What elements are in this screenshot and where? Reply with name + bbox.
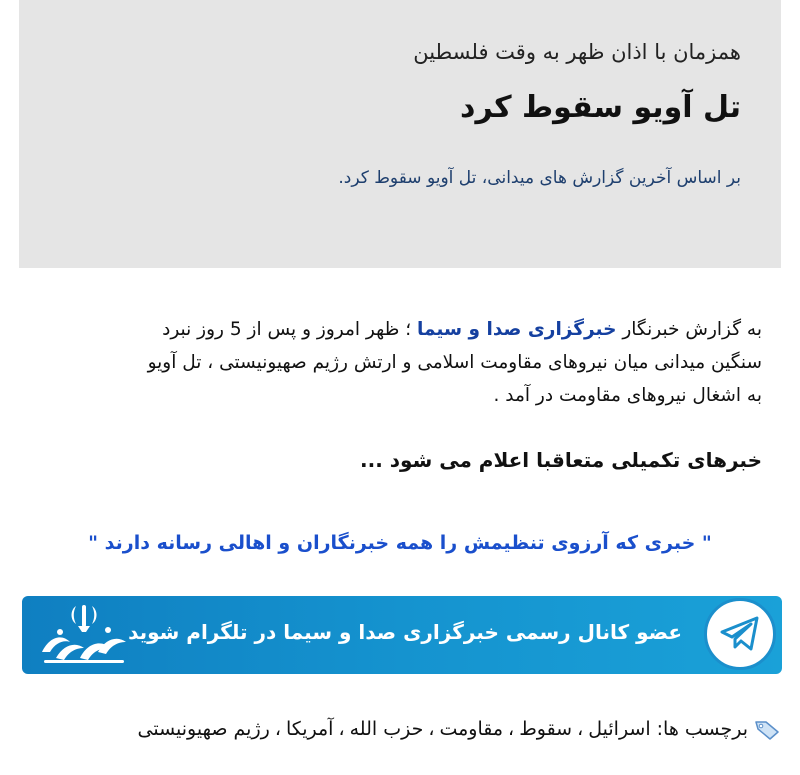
tag-link[interactable]: رژیم صهیونیستی <box>137 718 270 740</box>
kicker: همزمان با اذان ظهر به وقت فلسطین <box>413 40 741 64</box>
tag-separator: ، <box>274 718 281 740</box>
tags-row <box>10 718 780 740</box>
tag-separator: ، <box>508 718 515 740</box>
tag-link[interactable]: سقوط <box>519 718 573 740</box>
tag-separator: ، <box>338 718 345 740</box>
followup-note: خبرهای تکمیلی متعاقبا اعلام می شود ... <box>360 448 762 472</box>
tag-separator: ، <box>428 718 435 740</box>
banner-text: عضو کانال رسمی خبرگزاری صدا و سیما در تلگرام شوید <box>128 620 682 644</box>
telegram-banner[interactable] <box>22 596 782 674</box>
tag-link[interactable]: مقاومت <box>439 718 504 740</box>
irib-logo <box>36 602 132 668</box>
lead-box <box>19 0 781 268</box>
body-line-3: به اشغال نیروهای مقاومت در آمد . <box>493 385 762 406</box>
telegram-icon <box>704 598 776 670</box>
headline: تل آویو سقوط کرد <box>460 90 741 125</box>
tag-link[interactable]: آمریکا <box>285 718 334 740</box>
tag-link[interactable]: حزب الله <box>349 718 424 740</box>
agency-link[interactable]: خبرگزاری صدا و سیما <box>417 319 617 340</box>
body-line-1 <box>32 313 762 346</box>
lead-summary: بر اساس آخرین گزارش های میدانی، تل آویو سقوط کرد. <box>338 168 741 188</box>
pull-quote: " خبری که آرزوی تنظیمش را همه خبرنگاران و اهالی رسانه دارند " <box>88 532 712 554</box>
article-body <box>32 313 762 412</box>
tag-link[interactable]: اسرائیل <box>588 718 651 740</box>
tag-separator: ، <box>577 718 584 740</box>
body-line-1-start: به گزارش خبرنگار <box>616 319 762 340</box>
body-line-2: سنگین میدانی میان نیروهای مقاومت اسلامی و ارتش رژیم صهیونیستی ، تل آویو <box>147 352 762 373</box>
tag-icon <box>754 718 780 740</box>
tags-label: برچسب ها: <box>656 718 748 740</box>
body-line-1-end: ؛ ظهر امروز و پس از 5 روز نبرد <box>162 319 418 340</box>
